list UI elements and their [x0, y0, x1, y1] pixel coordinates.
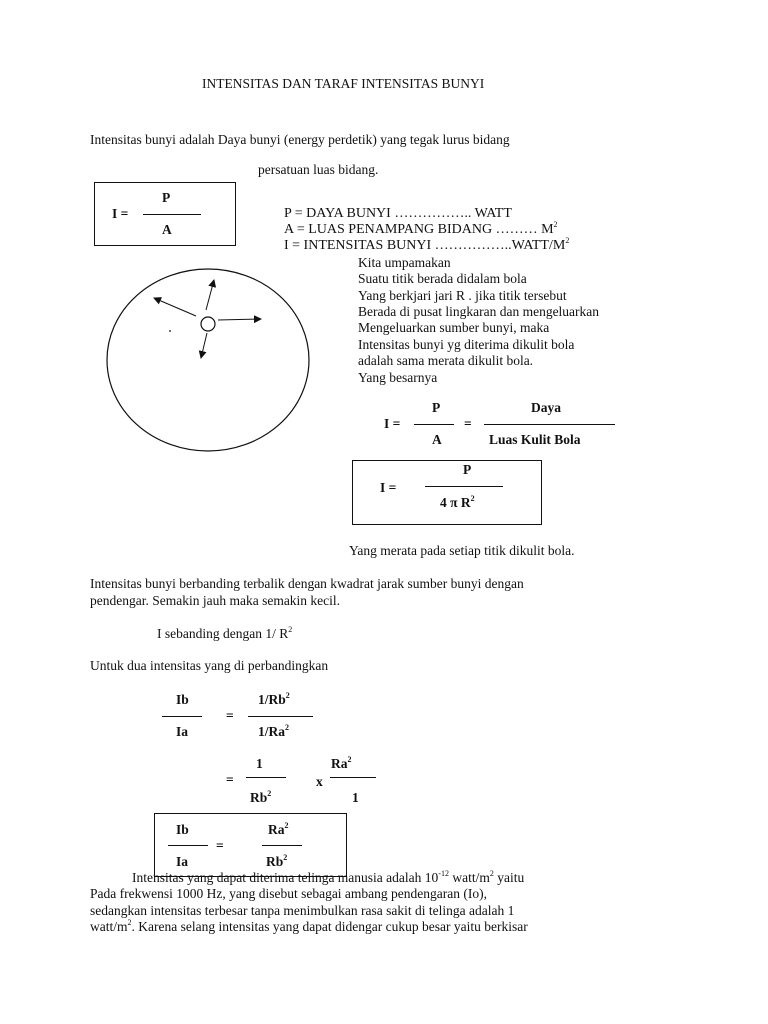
- formula3-denominator: 4 π $R^2$: [440, 494, 475, 510]
- final-para-line-2: Pada frekwensi 1000 Hz, yang disebut sebagai ambang pendengaran (Io),: [90, 886, 487, 901]
- sphere-outline: [107, 269, 309, 451]
- formula2-numerator-daya: Daya: [531, 400, 561, 415]
- definition-a: A = LUAS PENAMPANG BIDANG ……… $M^2$: [284, 220, 558, 237]
- formula3-lhs: I =: [380, 480, 397, 495]
- ratio3-right-denominator: Rb$^2$: [266, 853, 288, 869]
- ratio1-right-bar: [248, 716, 313, 717]
- small-dot: [169, 330, 171, 332]
- formula1-numerator: P: [162, 190, 171, 205]
- ratio1-right-numerator: 1/Rb$^2$: [258, 691, 290, 707]
- ratio3-equals: =: [216, 838, 224, 853]
- formula2-numerator: P: [432, 400, 441, 415]
- ratio3-left-bar: [168, 845, 208, 846]
- ratio2-num2: Ra$^2$: [331, 755, 352, 771]
- arrow-right: [218, 319, 261, 320]
- formula2-fraction-bar-2: [484, 424, 615, 425]
- ratio3-right-bar: [262, 845, 302, 846]
- ratio2-den2: 1: [352, 790, 359, 805]
- description-line: adalah sama merata dikulit bola.: [358, 353, 534, 368]
- formula3-numerator: P: [463, 462, 472, 477]
- formula3-fraction-bar: [425, 486, 503, 487]
- page-title: INTENSITAS DAN TARAF INTENSITAS BUNYI: [202, 76, 485, 91]
- formula1-denominator: A: [162, 222, 172, 237]
- formula2-fraction-bar: [414, 424, 454, 425]
- ratio2-den1: Rb$^2$: [250, 789, 272, 805]
- definition-i: I = INTENSITAS BUNYI $\dots\dots\dots\dots\dots..WATT/M^2$: [284, 236, 570, 253]
- ratio2-num1: 1: [256, 756, 263, 771]
- ratio2-bar1: [246, 777, 286, 778]
- ratio1-equals: =: [226, 708, 234, 723]
- ratio1-left-bar: [162, 716, 202, 717]
- ratio2-times: x: [316, 774, 323, 789]
- ratio1-right-denominator: 1/Ra$^2$: [258, 723, 289, 739]
- description-line: Yang besarnya: [358, 370, 438, 385]
- description-line: Kita umpamakan: [358, 255, 451, 270]
- arrow-up-left: [154, 298, 196, 316]
- final-para-line-4: watt/$m^2$. Karena selang intensitas yang dapat didengar cukup besar yaitu berkisar: [90, 918, 528, 934]
- intro-line-2: persatuan luas bidang.: [258, 162, 379, 177]
- compare-intro: Untuk dua intensitas yang di perbandingkan: [90, 658, 329, 673]
- para2-line-1: Intensitas bunyi berbanding terbalik dengan kwadrat jarak sumber bunyi dengan: [90, 576, 524, 591]
- formula3-caption: Yang merata pada setiap titik dikulit bola.: [349, 543, 575, 558]
- formula1-lhs: I =: [112, 206, 129, 221]
- formula2-lhs: I =: [384, 416, 401, 431]
- formula2-equals: =: [464, 416, 472, 431]
- ratio2-bar2: [330, 777, 376, 778]
- definition-p: P = DAYA BUNYI …………….. WATT: [284, 206, 512, 221]
- sound-source-point: [201, 317, 215, 331]
- intro-line-1: Intensitas bunyi adalah Daya bunyi (energy perdetik) yang tegak lurus bidang: [90, 132, 510, 147]
- ratio3-right-numerator: Ra$^2$: [268, 821, 289, 837]
- description-line: Berada di pusat lingkaran dan mengeluarkan: [358, 304, 600, 319]
- description-line: Intensitas bunyi yg diterima dikulit bola: [358, 337, 575, 352]
- arrow-down: [201, 333, 207, 358]
- ratio3-left-numerator: Ib: [176, 822, 189, 837]
- final-para-line-1: Intensitas yang dapat diterima telinga manusia adalah $10^{-12}$ watt/$m^2$ yaitu: [132, 869, 525, 885]
- ratio1-left-numerator: Ib: [176, 692, 189, 707]
- description-line: Suatu titik berada didalam bola: [358, 271, 527, 286]
- description-line: Yang berkjari jari R . jika titik tersebut: [358, 288, 567, 303]
- arrow-up: [206, 280, 214, 310]
- formula2-denominator: A: [432, 432, 442, 447]
- para2-line-2: pendengar. Semakin jauh maka semakin kecil.: [90, 593, 341, 608]
- ratio2-equals: =: [226, 772, 234, 787]
- final-para-line-3: sedangkan intensitas terbesar tanpa menimbulkan rasa sakit di telinga adalah 1: [90, 903, 515, 918]
- ratio3-left-denominator: Ia: [176, 854, 189, 869]
- ratio1-left-denominator: Ia: [176, 724, 189, 739]
- proportional-statement: I sebanding dengan 1/ $R^2$: [157, 625, 293, 641]
- formula2-denominator-luas: Luas Kulit Bola: [489, 432, 581, 447]
- description-line: Mengeluarkan sumber bunyi, maka: [358, 320, 550, 335]
